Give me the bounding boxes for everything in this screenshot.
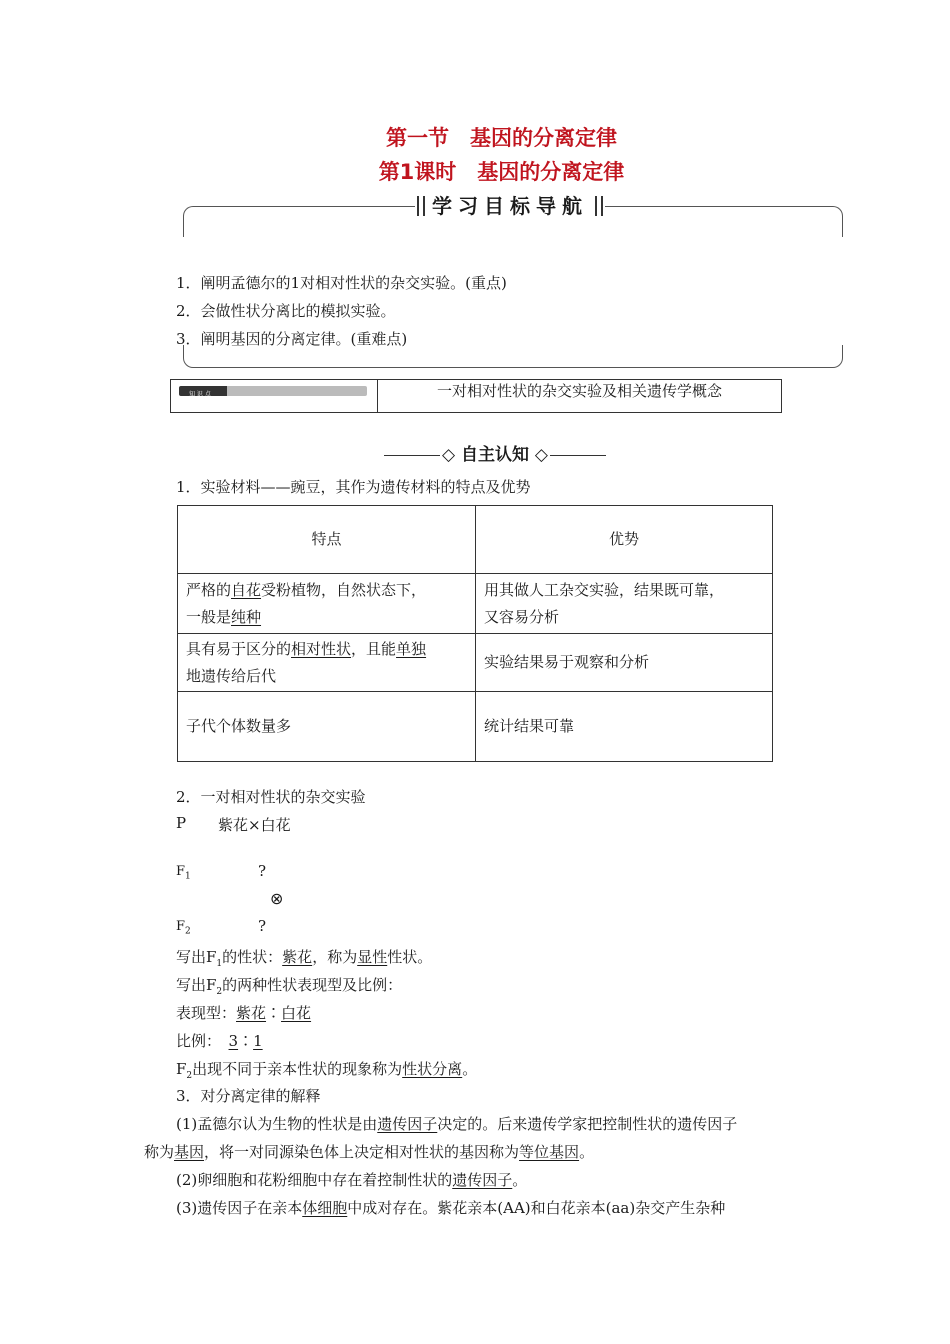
goal-item-2: 2．会做性状分离比的模拟实验。 (176, 302, 396, 320)
chapter-title: 第一节 基因的分离定律 (386, 126, 617, 150)
item3-heading: 3．对分离定律的解释 (176, 1087, 321, 1105)
f2-question-line: 写出$F_2$的两种性状表现型及比例： (176, 976, 403, 997)
item3-para2: (2)卵细胞和花粉细胞中存在着控制性状的遗传因子。 (176, 1171, 528, 1189)
cross-p-parents: 紫花×白花 (218, 816, 291, 834)
table-cell: 具有易于区分的相对性状，且能单独 地遗传给后代 (178, 634, 476, 692)
section-heading (364, 440, 626, 465)
section-heading-rule-left (384, 455, 440, 456)
selfing-symbol: ⊗ (270, 889, 284, 908)
table-row (178, 634, 773, 692)
lesson-title: 第1课时 基因的分离定律 (378, 160, 625, 184)
knowledge-point-badge-text: 知 识 点 (189, 391, 211, 398)
knowledge-point-badge-cell (171, 380, 378, 412)
table-row (178, 574, 773, 634)
table-cell: 实验结果易于观察和分析 (476, 634, 773, 692)
goals-label: 学习目标导航 (415, 191, 605, 221)
knowledge-point-badge (179, 386, 367, 396)
goals-frame-bottom (183, 345, 843, 368)
item3-para1-line1: (1)孟德尔认为生物的性状是由遗传因子决定的。后来遗传学家把控制性状的遗传因子 (176, 1115, 738, 1133)
cross-f1-label: $F_1$ (176, 864, 191, 882)
table-cell: 子代个体数量多 (178, 692, 476, 762)
item2-heading: 2．一对相对性状的杂交实验 (176, 788, 366, 806)
cross-f2-label: $F_2$ (176, 919, 191, 937)
knowledge-point-box (170, 379, 782, 413)
cross-f1-value: ? (258, 862, 267, 880)
table-header-cell: 特点 (178, 506, 476, 574)
knowledge-point-title: 一对相对性状的杂交实验及相关遗传学概念 (436, 382, 722, 400)
goal-item-3: 3．阐明基因的分离定律。(重难点) (176, 330, 408, 348)
phenotype-line: 表现型：紫花∶白花 (176, 1004, 312, 1022)
segregation-line: $F_2$出现不同于亲本性状的现象称为性状分离。 (176, 1060, 478, 1081)
table-cell: 严格的自花受粉植物，自然状态下， 一般是纯种 (178, 574, 476, 634)
ratio-line: 比例： 3∶1 (176, 1032, 263, 1050)
table-row (178, 692, 773, 762)
item3-para1-line2: 称为基因，将一对同源染色体上决定相对性状的基因称为等位基因。 (144, 1143, 595, 1161)
cross-p-label: P (176, 814, 187, 832)
cross-f2-value: ? (258, 917, 267, 935)
table-header-cell: 优势 (476, 506, 773, 574)
item1-heading: 1．实验材料——豌豆，其作为遗传材料的特点及优势 (176, 478, 531, 496)
section-heading-rule-right (550, 455, 606, 456)
f1-trait-line: 写出$F_1$的性状：紫花，称为显性性状。 (176, 948, 433, 969)
table-header-row (178, 506, 773, 574)
pea-features-table (177, 505, 773, 762)
section-heading-text: ◇ 自主认知 ◇ (442, 445, 548, 465)
table-cell: 用其做人工杂交实验，结果既可靠， 又容易分析 (476, 574, 773, 634)
item3-para3: (3)遗传因子在亲本体细胞中成对存在。紫花亲本(AA)和白花亲本(aa)杂交产生杂种 (176, 1199, 726, 1217)
goal-item-1: 1．阐明孟德尔的1对相对性状的杂交实验。(重点) (176, 274, 507, 292)
table-cell: 统计结果可靠 (476, 692, 773, 762)
